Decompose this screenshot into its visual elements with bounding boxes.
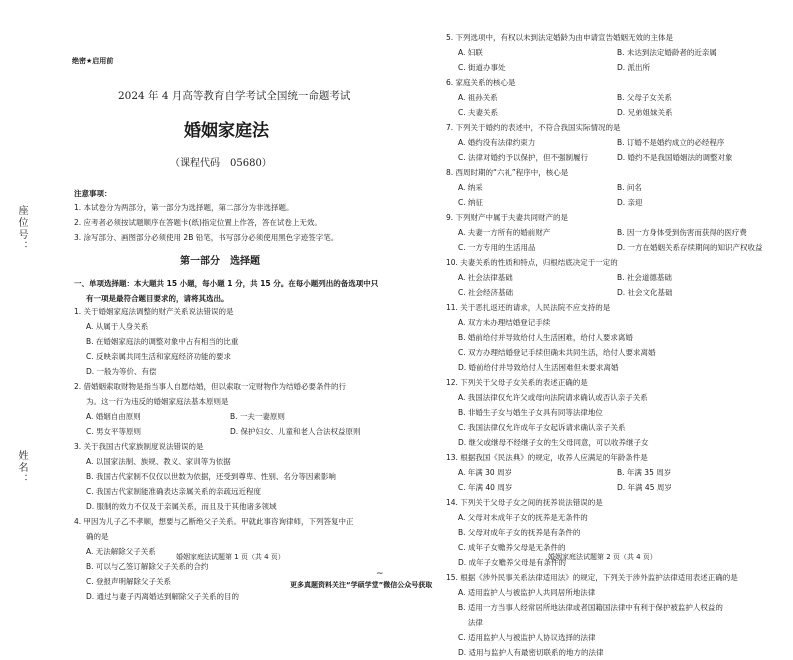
answer-option: A. 从属于人身关系 bbox=[86, 322, 149, 331]
answer-option: C. 我国法律仅允许成年子女起诉请求确认亲子关系 bbox=[458, 423, 626, 432]
question-stem: 8. 西周时期的“六礼”程序中，核心是 bbox=[446, 168, 569, 177]
answer-option: C. 街道办事处 bbox=[458, 63, 506, 72]
answer-option: A. 婚姻自由原则 bbox=[86, 412, 141, 421]
answer-option: B. 婚前给付并导致给付人生活困难，给付人要求离婚 bbox=[458, 333, 633, 342]
answer-option: B. 非婚生子女与婚生子女具有同等法律地位 bbox=[458, 408, 603, 417]
answer-option: B. 问名 bbox=[617, 183, 642, 192]
question-item bbox=[74, 439, 374, 514]
options-group bbox=[446, 90, 776, 120]
answer-option: D. 一般为等价、有偿 bbox=[86, 367, 157, 376]
answer-option: D. 年满 45 周岁 bbox=[617, 483, 672, 492]
answer-option: C. 适用监护人与被监护人协议选择的法律 bbox=[458, 633, 596, 642]
answer-option: A. 无法解除父子关系 bbox=[86, 547, 156, 556]
note-item: 3. 涂写部分、画图部分必须使用 2B 铅笔，书写部分必须使用黑色字迹签字笔。 bbox=[74, 233, 339, 242]
answer-option: B. 适用一方当事人经常居所地法律或者国籍国法律中有利于保护被监护人权益的 bbox=[458, 603, 723, 612]
page-number-right: 婚姻家庭法试题第 2 页（共 4 页） bbox=[548, 553, 657, 561]
question-stem: 4. 甲因为儿子乙不孝顺，想要与乙断绝父子关系。甲就此事咨询律师，下列答复中正 bbox=[74, 517, 354, 526]
answer-option: C. 法律对婚约予以保护，但不强制履行 bbox=[458, 153, 589, 162]
answer-option: B. 在婚姻家庭法的调整对象中占有相当的比重 bbox=[86, 337, 239, 346]
right-question-list bbox=[446, 30, 776, 660]
question-item bbox=[74, 379, 374, 439]
answer-option: A. 年满 30 周岁 bbox=[458, 468, 513, 477]
answer-option: B. 订婚不是婚约成立的必经程序 bbox=[617, 138, 725, 147]
question-item bbox=[446, 165, 776, 210]
question-item bbox=[446, 255, 776, 300]
question-item bbox=[446, 570, 776, 660]
question-stem: 2. 借婚姻索取财物是指当事人自愿结婚，但以索取一定财物作为结婚必要条件的行 bbox=[74, 382, 347, 391]
question-stem: 9. 下列财产中属于夫妻共同财产的是 bbox=[446, 213, 569, 222]
answer-option: B. 一夫一妻原则 bbox=[230, 412, 285, 421]
name-label: 姓名： bbox=[16, 450, 27, 486]
question-item bbox=[446, 210, 776, 255]
question-stem: 13. 根据我国《民法典》的规定，收养人应满足的年龄条件是 bbox=[446, 453, 648, 462]
question-stem: 10. 夫妻关系的性质和特点，归根结底决定于一定的 bbox=[446, 258, 618, 267]
answer-option: C. 一方专用的生活用品 bbox=[458, 243, 536, 252]
answer-option: D. 服制的效力不仅及于亲属关系，而且及于其他诸多领域 bbox=[86, 502, 277, 511]
question-item bbox=[446, 375, 776, 450]
answer-option: B. 未达到法定婚龄者的近亲属 bbox=[617, 48, 717, 57]
answer-option: C. 我国古代家制能准确表达亲属关系的亲疏远近程度 bbox=[86, 487, 262, 496]
answer-option: A. 纳采 bbox=[458, 183, 483, 192]
answer-option: C. 夫妻关系 bbox=[458, 108, 499, 117]
footer-tilde: ~ bbox=[376, 569, 384, 579]
question-item bbox=[446, 120, 776, 165]
answer-option: B. 年满 35 周岁 bbox=[617, 468, 672, 477]
course-code: （课程代码 05680） bbox=[170, 158, 272, 169]
answer-option: B. 因一方身体受到伤害而获得的医疗费 bbox=[617, 228, 747, 237]
answer-option: A. 夫妻一方所有的婚前财产 bbox=[458, 228, 551, 237]
answer-option: B. 父母子女关系 bbox=[617, 93, 672, 102]
answer-option: C. 双方办理结婚登记手续但确未共同生活，给付人要求离婚 bbox=[458, 348, 656, 357]
confidential-mark: 绝密★启用前 bbox=[72, 57, 114, 65]
question-item bbox=[74, 304, 374, 379]
answer-option: A. 妇联 bbox=[458, 48, 483, 57]
section-instruction: 一、单项选择题：本大题共 15 小题，每小题 1 分，共 15 分。在每小题列出的备选项中只 有一项是最符合题目要求的，请将其选出。 bbox=[74, 279, 379, 303]
answer-option: D. 兄弟姐妹关系 bbox=[617, 108, 673, 117]
answer-option: A. 祖孙关系 bbox=[458, 93, 498, 102]
answer-option: C. 社会经济基础 bbox=[458, 288, 514, 297]
answer-option: A. 婚约没有法律约束力 bbox=[458, 138, 536, 147]
answer-option: D. 通过与妻子丙离婚达到解除父子关系的目的 bbox=[86, 592, 240, 601]
answer-option: 法律 bbox=[458, 618, 483, 627]
seat-number-label: 座位号： bbox=[16, 205, 27, 253]
answer-option: D. 派出所 bbox=[617, 63, 651, 72]
notes-heading: 注意事项： bbox=[74, 189, 112, 198]
options-group bbox=[74, 319, 374, 379]
question-item bbox=[446, 300, 776, 375]
question-item bbox=[446, 30, 776, 75]
options-group bbox=[446, 270, 776, 300]
question-item bbox=[446, 75, 776, 120]
answer-option: D. 成年子女赡养父母是有条件的 bbox=[458, 558, 567, 567]
answer-option: A. 适用监护人与被监护人共同居所地法律 bbox=[458, 588, 596, 597]
answer-option: D. 社会文化基础 bbox=[617, 288, 673, 297]
answer-option: A. 父母对未成年子女的抚养是无条件的 bbox=[458, 513, 588, 522]
question-stem: 5. 下列选项中，有权以未到法定婚龄为由申请宣告婚姻无效的主体是 bbox=[446, 33, 674, 42]
options-group bbox=[446, 45, 776, 75]
answer-option: C. 年满 40 周岁 bbox=[458, 483, 513, 492]
answer-option: B. 我国古代家制不仅仅以世数为依据，还受到尊卑、性别、名分等因素影响 bbox=[86, 472, 336, 481]
question-stem: 12. 下列关于父母子女关系的表述正确的是 bbox=[446, 378, 588, 387]
answer-option: D. 继父或继母不经继子女的生父母同意，可以收养继子女 bbox=[458, 438, 649, 447]
answer-option: A. 双方未办理结婚登记手续 bbox=[458, 318, 551, 327]
question-stem: 1. 关于婚姻家庭法调整的财产关系说法错误的是 bbox=[74, 307, 234, 316]
question-stem: 14. 下列关于父母子女之间的抚养说法错误的是 bbox=[446, 498, 603, 507]
question-stem: 15. 根据《涉外民事关系法律适用法》的规定，下列关于涉外监护法律适用表述正确的是 bbox=[446, 573, 738, 582]
options-group bbox=[446, 465, 776, 495]
question-item bbox=[446, 450, 776, 495]
notes-list bbox=[74, 200, 338, 245]
answer-option: C. 成年子女赡养父母是无条件的 bbox=[458, 543, 566, 552]
answer-option: A. 社会法律基础 bbox=[458, 273, 513, 282]
page-number-left: 婚姻家庭法试题第 1 页（共 4 页） bbox=[176, 553, 285, 561]
answer-option: D. 适用与监护人有最密切联系的地方的法律 bbox=[458, 648, 604, 657]
answer-option: A. 我国法律仅允许父或母向法院请求确认或否认亲子关系 bbox=[458, 393, 648, 402]
options-group bbox=[446, 135, 776, 165]
answer-option: B. 父母对成年子女的抚养是有条件的 bbox=[458, 528, 581, 537]
answer-option: A. 以国家法制、族规、教义、家训等为依据 bbox=[86, 457, 231, 466]
answer-option: D. 保护妇女、儿童和老人合法权益原则 bbox=[230, 427, 361, 436]
answer-option: B. 可以与乙签订解除父子关系的合约 bbox=[86, 562, 209, 571]
footer-note: 更多真题资料关注“学硕学堂”微信公众号获取 bbox=[290, 581, 433, 589]
options-group bbox=[74, 409, 374, 439]
answer-option: D. 婚约不是我国婚姻法的调整对象 bbox=[617, 153, 733, 162]
question-stem: 7. 下列关于婚约的表述中，不符合我国实际情况的是 bbox=[446, 123, 621, 132]
note-item: 2. 应考者必须按试题顺序在答题卡(纸)指定位置上作答，答在试卷上无效。 bbox=[74, 218, 322, 227]
answer-option: D. 一方在婚姻关系存续期间的知识产权收益 bbox=[617, 243, 763, 252]
exam-title: 2024 年 4 月高等教育自学考试全国统一命题考试 bbox=[118, 90, 351, 102]
subject-title: 婚姻家庭法 bbox=[184, 121, 269, 141]
part-one-title: 第一部分 选择题 bbox=[180, 256, 260, 267]
question-stem: 11. 关于恶扎返还的请求，人民法院不应支持的是 bbox=[446, 303, 611, 312]
answer-option: D. 亲迎 bbox=[617, 198, 643, 207]
options-group bbox=[74, 454, 374, 514]
answer-option: C. 登报声明解除父子关系 bbox=[86, 577, 172, 586]
note-item: 1. 本试卷分为两部分，第一部分为选择题，第二部分为非选择题。 bbox=[74, 203, 294, 212]
answer-option: C. 男女平等原则 bbox=[86, 427, 142, 436]
answer-option: C. 反映亲属共同生活和家庭经济功能的要求 bbox=[86, 352, 232, 361]
question-stem: 为。这一行为违反的婚姻家庭法基本原则是 bbox=[86, 397, 229, 406]
options-group bbox=[446, 390, 776, 450]
options-group bbox=[446, 585, 776, 660]
question-stem: 确的是 bbox=[86, 532, 109, 541]
answer-option: B. 社会道德基础 bbox=[617, 273, 672, 282]
options-group bbox=[446, 225, 776, 255]
options-group bbox=[446, 315, 776, 375]
answer-option: C. 纳征 bbox=[458, 198, 484, 207]
options-group bbox=[446, 180, 776, 210]
question-stem: 6. 家庭关系的核心是 bbox=[446, 78, 516, 87]
question-stem: 3. 关于我国古代家族制度说法错误的是 bbox=[74, 442, 204, 451]
answer-option: D. 婚前给付并导致给付人生活困难但未要求离婚 bbox=[458, 363, 619, 372]
